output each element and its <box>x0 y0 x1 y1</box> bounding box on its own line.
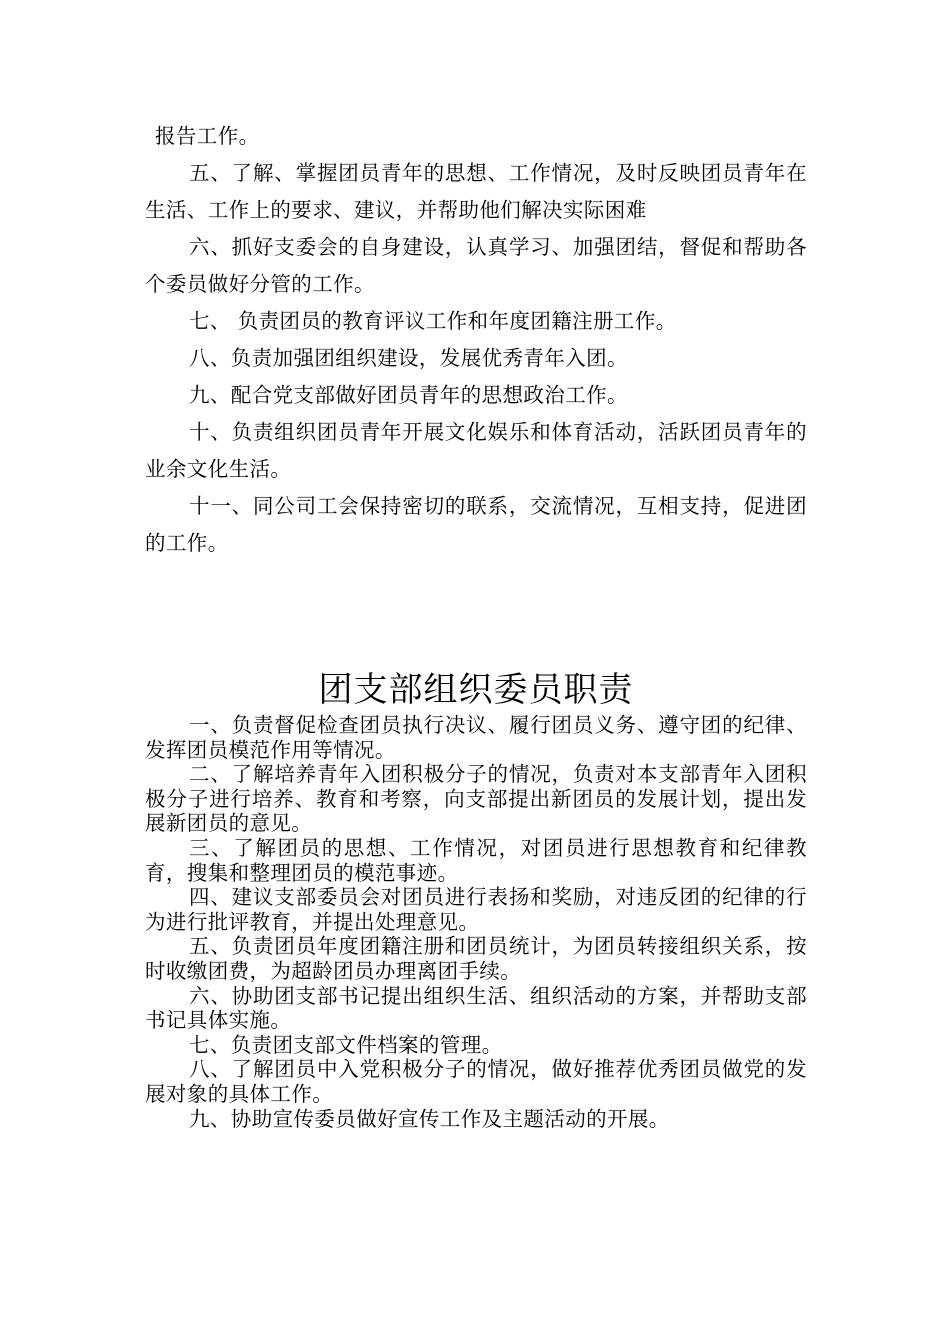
paragraph: 二、了解培养青年入团积极分子的情况，负责对本支部青年入团积极分子进行培养、教育和考察，向支部提出新团员的发展计划，提出发展新团员的意见。 <box>145 762 807 836</box>
secretary-duties-continued <box>145 118 807 562</box>
section-title: 团支部组织委员职责 <box>318 670 634 710</box>
paragraph: 一、负责督促检查团员执行决议、履行团员义务、遵守团的纪律、发挥团员模范作用等情况。 <box>145 713 807 762</box>
paragraph: 五、了解、掌握团员青年的思想、工作情况，及时反映团员青年在生活、工作上的要求、建议，并帮助他们解决实际困难 <box>145 161 807 222</box>
paragraph: 六、协助团支部书记提出组织生活、组织活动的方案，并帮助支部书记具体实施。 <box>145 983 807 1033</box>
organization-committee-duties <box>145 713 807 1131</box>
paragraph: 三、了解团员的思想、工作情况，对团员进行思想教育和纪律教育，搜集和整理团员的模范事迹。 <box>145 835 807 885</box>
paragraph: 五、负责团员年度团籍注册和团员统计，为团员转接组织关系，按时收缴团费，为超龄团员办理离团手续。 <box>145 934 807 983</box>
paragraph: 报告工作。 <box>155 124 260 148</box>
paragraph: 八、了解团员中入党积极分子的情况，做好推荐优秀团员做党的发展对象的具体工作。 <box>145 1057 807 1106</box>
paragraph: 八、负责加强团组织建设，发展优秀青年入团。 <box>189 346 628 370</box>
paragraph: 九、协助宣传委员做好宣传工作及主题活动的开展。 <box>189 1106 670 1131</box>
paragraph: 七、负责团支部文件档案的管理。 <box>189 1032 503 1057</box>
paragraph: 十、负责组织团员青年开展文化娱乐和体育活动，活跃团员青年的业余文化生活。 <box>145 420 807 481</box>
paragraph: 七、 负责团员的教育评议工作和年度团籍注册工作。 <box>189 309 677 333</box>
paragraph: 十一、同公司工会保持密切的联系，交流情况，互相支持，促进团的工作。 <box>145 494 807 555</box>
paragraph: 四、建议支部委员会对团员进行表扬和奖励，对违反团的纪律的行为进行批评教育，并提出处理意见。 <box>145 885 807 934</box>
paragraph: 六、抓好支委会的自身建设，认真学习、加强团结，督促和帮助各个委员做好分管的工作。 <box>145 235 807 296</box>
paragraph: 九、配合党支部做好团员青年的思想政治工作。 <box>189 383 628 407</box>
